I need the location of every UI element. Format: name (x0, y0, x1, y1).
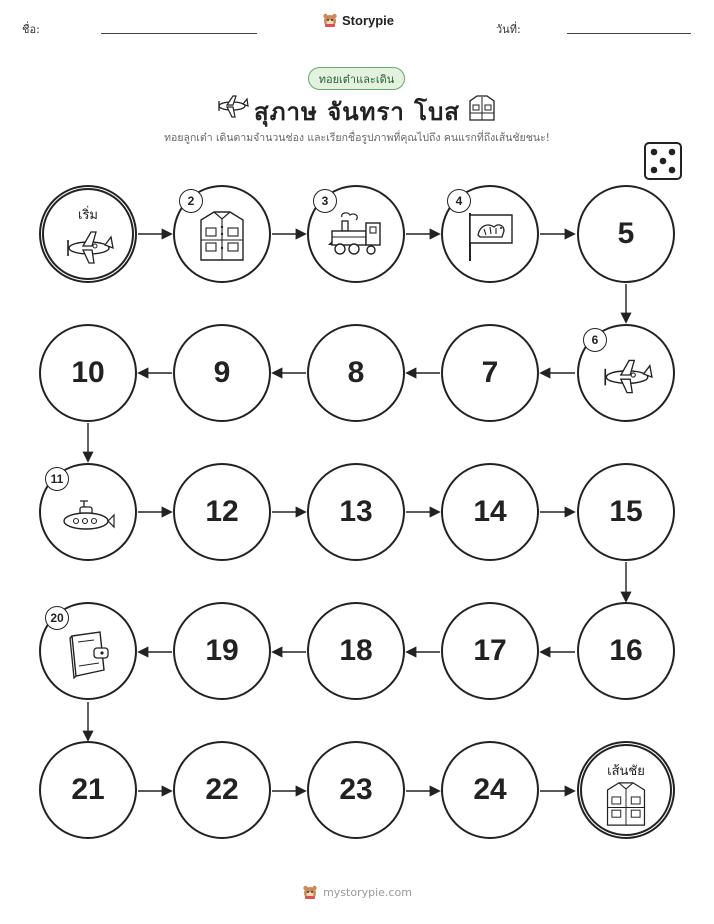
cell-number: 20 (45, 606, 69, 630)
board-cell[interactable] (173, 324, 271, 422)
cell-number: 22 (205, 773, 239, 806)
board-cell[interactable] (39, 741, 137, 839)
board-cell[interactable] (307, 741, 405, 839)
start-cell[interactable] (39, 185, 137, 283)
cell-number: 23 (339, 773, 373, 806)
cell-number: 4 (447, 189, 471, 213)
footer (0, 884, 714, 900)
board-cell[interactable] (307, 463, 405, 561)
cell-number: 18 (339, 634, 373, 667)
cell-number: 15 (609, 495, 643, 528)
cell-number: 12 (205, 495, 239, 528)
name-label: ชื่อ: (22, 23, 40, 36)
board-cell[interactable] (577, 324, 675, 422)
cell-number: 17 (473, 634, 507, 667)
instructions: ทอยลูกเต๋า เดินตามจำนวนช่อง และเรียกชื่อรูปภาพที่คุณไปถึง คนแรกที่ถึงเส้นชัยชนะ! (164, 132, 550, 144)
steam-train-icon (328, 211, 384, 259)
board-cell[interactable] (441, 741, 539, 839)
board-cell[interactable] (441, 463, 539, 561)
board-cell[interactable] (39, 463, 137, 561)
board-cell[interactable] (173, 602, 271, 700)
board-cell[interactable] (307, 324, 405, 422)
board-cell[interactable] (577, 185, 675, 283)
cell-number: 24 (473, 773, 507, 806)
tiger-flag-icon (464, 209, 516, 263)
activity-badge: ทอยเต๋าและเดิน (308, 67, 405, 90)
cell-number: 21 (71, 773, 105, 806)
cell-number: 19 (205, 634, 239, 667)
board-cell[interactable] (173, 185, 271, 283)
airplane-icon (61, 226, 115, 266)
finish-label: เส้นชัย (607, 764, 645, 779)
cell-number: 8 (347, 356, 365, 389)
finish-cell[interactable] (577, 741, 675, 839)
board-cell[interactable] (173, 463, 271, 561)
cell-number: 11 (45, 467, 69, 491)
board-cell[interactable] (441, 324, 539, 422)
cell-number: 2 (179, 189, 203, 213)
military-jacket-icon (197, 209, 247, 263)
diary-book-icon (64, 630, 112, 680)
cell-number: 9 (213, 356, 231, 389)
board-cell[interactable] (577, 463, 675, 561)
board-cell[interactable] (173, 741, 271, 839)
board-cell[interactable] (39, 324, 137, 422)
cell-number: 6 (583, 328, 607, 352)
board-cell[interactable] (441, 602, 539, 700)
cell-number: 7 (481, 356, 499, 389)
board-cell[interactable] (441, 185, 539, 283)
brand-name: Storypie (342, 12, 395, 28)
cell-number: 14 (473, 495, 507, 528)
airplane-icon (598, 354, 654, 396)
page-title: สุภาษ จันทรา โบส (254, 98, 460, 126)
storypie-mascot-icon (302, 884, 318, 900)
date-label: วันที่: (496, 23, 521, 36)
cell-number: 5 (617, 217, 635, 250)
military-jacket-icon (604, 780, 648, 828)
start-label: เริ่ม (78, 208, 98, 223)
footer-url[interactable]: mystorypie.com (323, 885, 412, 899)
board-cell[interactable] (39, 602, 137, 700)
cell-number: 16 (609, 634, 643, 667)
cell-number: 3 (313, 189, 337, 213)
board-cell[interactable] (307, 185, 405, 283)
board-cell[interactable] (307, 602, 405, 700)
cell-number: 10 (71, 356, 105, 389)
cell-number: 13 (339, 495, 373, 528)
submarine-icon (60, 495, 116, 535)
board-cell[interactable] (577, 602, 675, 700)
